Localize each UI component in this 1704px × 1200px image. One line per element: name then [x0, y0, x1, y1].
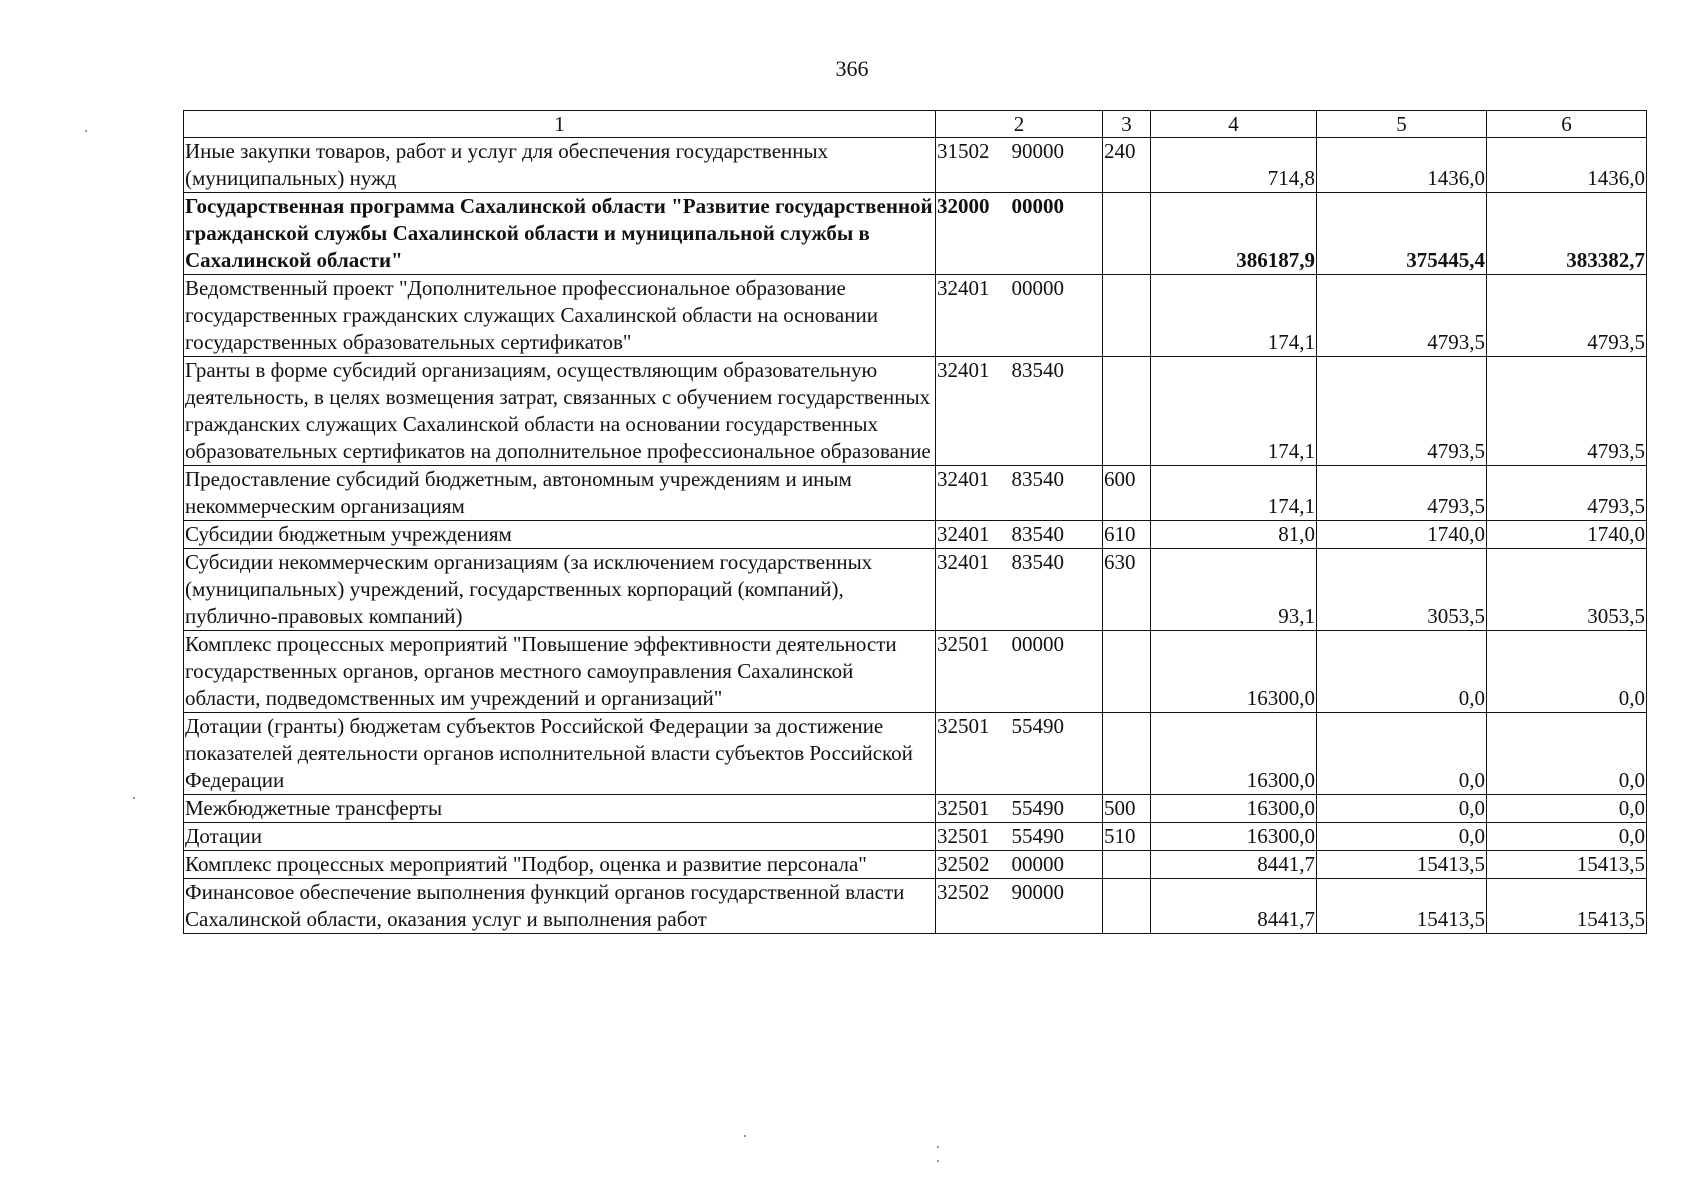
- row-expense-type: 630: [1103, 549, 1151, 631]
- header-col-5: 5: [1317, 111, 1487, 138]
- page-number: 366: [835, 56, 869, 81]
- table-row: [184, 631, 1647, 713]
- row-value-col6: 1436,0: [1487, 138, 1647, 193]
- row-value-col4: 8441,7: [1151, 879, 1317, 934]
- row-code: [936, 549, 1103, 631]
- row-code-part1: 32000: [937, 194, 990, 218]
- scan-speck: [133, 797, 135, 799]
- row-name: Иные закупки товаров, работ и услуг для обеспечения государственных (муниципальных) нужд: [184, 138, 936, 193]
- row-value-col5: 4793,5: [1317, 466, 1487, 521]
- row-value-col5: 1740,0: [1317, 521, 1487, 549]
- row-code-part2: 83540: [1011, 550, 1064, 574]
- row-code: [936, 138, 1103, 193]
- row-code-part2: 55490: [1011, 824, 1064, 848]
- row-name: Ведомственный проект "Дополнительное профессиональное образование государственных гражданских служащих Сахалинской области на основании государственных образовательных сертификатов": [184, 275, 936, 357]
- row-value-col6: 383382,7: [1487, 193, 1647, 275]
- row-expense-type: [1103, 851, 1151, 879]
- row-expense-type: [1103, 275, 1151, 357]
- row-code-part1: 32401: [937, 276, 990, 300]
- row-code-part1: 32502: [937, 880, 990, 904]
- row-value-col6: 0,0: [1487, 631, 1647, 713]
- row-code-part2: 83540: [1011, 522, 1064, 546]
- row-code-part2: 00000: [1011, 852, 1064, 876]
- row-code-part2: 90000: [1011, 139, 1064, 163]
- header-col-2: 2: [936, 111, 1103, 138]
- row-expense-type: 600: [1103, 466, 1151, 521]
- row-value-col5: 0,0: [1317, 631, 1487, 713]
- row-value-col5: 15413,5: [1317, 851, 1487, 879]
- row-name: Гранты в форме субсидий организациям, осуществляющим образовательную деятельность, в целях возмещения затрат, связанных с обучением государственных гражданских служащих Сахалинской области на основании государственных образовательных сертификатов на дополнительное профессиональное образование: [184, 357, 936, 466]
- row-code: [936, 823, 1103, 851]
- row-code-part1: 32401: [937, 358, 990, 382]
- row-code-part2: 90000: [1011, 880, 1064, 904]
- row-value-col4: 16300,0: [1151, 631, 1317, 713]
- table-row: [184, 357, 1647, 466]
- row-code: [936, 357, 1103, 466]
- row-code: [936, 795, 1103, 823]
- row-value-col5: 3053,5: [1317, 549, 1487, 631]
- row-value-col4: 714,8: [1151, 138, 1317, 193]
- header-col-3: 3: [1103, 111, 1151, 138]
- row-name: Субсидии некоммерческим организациям (за исключением государственных (муниципальных) учреждений, государственных корпораций (компаний), публично-правовых компаний): [184, 549, 936, 631]
- row-value-col5: 4793,5: [1317, 275, 1487, 357]
- table-row: [184, 713, 1647, 795]
- row-expense-type: [1103, 357, 1151, 466]
- table-row: [184, 879, 1647, 934]
- row-name: Комплекс процессных мероприятий "Повышение эффективности деятельности государственных органов, органов местного самоуправления Сахалинской области, подведомственных им учреждений и организаций": [184, 631, 936, 713]
- table-row: [184, 275, 1647, 357]
- row-value-col6: 15413,5: [1487, 879, 1647, 934]
- row-code-part1: 32401: [937, 467, 990, 491]
- row-value-col4: 174,1: [1151, 466, 1317, 521]
- row-value-col4: 386187,9: [1151, 193, 1317, 275]
- row-name: Финансовое обеспечение выполнения функций органов государственной власти Сахалинской области, оказания услуг и выполнения работ: [184, 879, 936, 934]
- table-row: [184, 851, 1647, 879]
- row-code-part2: 00000: [1011, 276, 1064, 300]
- row-name: Субсидии бюджетным учреждениям: [184, 521, 936, 549]
- row-value-col5: 0,0: [1317, 823, 1487, 851]
- table-row: [184, 193, 1647, 275]
- row-expense-type: 500: [1103, 795, 1151, 823]
- row-value-col4: 174,1: [1151, 275, 1317, 357]
- row-expense-type: [1103, 631, 1151, 713]
- header-col-1: 1: [184, 111, 936, 138]
- table-row: [184, 466, 1647, 521]
- row-code-part1: 32401: [937, 522, 990, 546]
- row-name: Межбюджетные трансферты: [184, 795, 936, 823]
- row-code-part1: 32502: [937, 852, 990, 876]
- row-value-col6: 4793,5: [1487, 466, 1647, 521]
- row-code-part2: 83540: [1011, 358, 1064, 382]
- row-expense-type: 240: [1103, 138, 1151, 193]
- row-code: [936, 193, 1103, 275]
- row-value-col5: 15413,5: [1317, 879, 1487, 934]
- row-value-col5: 375445,4: [1317, 193, 1487, 275]
- row-expense-type: 610: [1103, 521, 1151, 549]
- row-code: [936, 521, 1103, 549]
- row-code-part1: 32501: [937, 632, 990, 656]
- row-value-col5: 4793,5: [1317, 357, 1487, 466]
- row-code: [936, 879, 1103, 934]
- row-value-col5: 0,0: [1317, 795, 1487, 823]
- row-value-col4: 16300,0: [1151, 713, 1317, 795]
- row-name: Предоставление субсидий бюджетным, автономным учреждениям и иным некоммерческим организациям: [184, 466, 936, 521]
- row-value-col6: 0,0: [1487, 713, 1647, 795]
- row-code-part1: 32501: [937, 824, 990, 848]
- row-code-part1: 31502: [937, 139, 990, 163]
- row-value-col6: 15413,5: [1487, 851, 1647, 879]
- row-value-col5: 0,0: [1317, 713, 1487, 795]
- row-code: [936, 631, 1103, 713]
- row-value-col6: 0,0: [1487, 823, 1647, 851]
- budget-table: [183, 110, 1647, 934]
- row-value-col6: 4793,5: [1487, 357, 1647, 466]
- row-code-part2: 00000: [1011, 194, 1064, 218]
- row-value-col6: 3053,5: [1487, 549, 1647, 631]
- row-value-col4: 174,1: [1151, 357, 1317, 466]
- row-code-part1: 32401: [937, 550, 990, 574]
- row-name: Комплекс процессных мероприятий "Подбор, оценка и развитие персонала": [184, 851, 936, 879]
- row-expense-type: [1103, 713, 1151, 795]
- table-row: [184, 549, 1647, 631]
- header-col-6: 6: [1487, 111, 1647, 138]
- scan-speck: [85, 130, 87, 132]
- row-value-col4: 16300,0: [1151, 795, 1317, 823]
- row-value-col6: 1740,0: [1487, 521, 1647, 549]
- scan-speck: [937, 1160, 939, 1162]
- header-col-4: 4: [1151, 111, 1317, 138]
- row-value-col4: 81,0: [1151, 521, 1317, 549]
- table-row: [184, 138, 1647, 193]
- row-expense-type: 510: [1103, 823, 1151, 851]
- row-expense-type: [1103, 193, 1151, 275]
- row-code-part1: 32501: [937, 796, 990, 820]
- table-row: [184, 521, 1647, 549]
- row-value-col4: 16300,0: [1151, 823, 1317, 851]
- row-name: Дотации: [184, 823, 936, 851]
- table-header-row: [184, 111, 1647, 138]
- row-code-part1: 32501: [937, 714, 990, 738]
- row-code-part2: 00000: [1011, 632, 1064, 656]
- row-value-col4: 93,1: [1151, 549, 1317, 631]
- row-name: Дотации (гранты) бюджетам субъектов Российской Федерации за достижение показателей деятельности органов исполнительной власти субъектов Российской Федерации: [184, 713, 936, 795]
- table-row: [184, 823, 1647, 851]
- scan-speck: [744, 1135, 746, 1137]
- scan-speck: [937, 1146, 939, 1148]
- row-code-part2: 83540: [1011, 467, 1064, 491]
- row-code: [936, 713, 1103, 795]
- row-expense-type: [1103, 879, 1151, 934]
- row-value-col4: 8441,7: [1151, 851, 1317, 879]
- row-code-part2: 55490: [1011, 714, 1064, 738]
- row-code: [936, 275, 1103, 357]
- row-value-col6: 4793,5: [1487, 275, 1647, 357]
- row-name: Государственная программа Сахалинской области "Развитие государственной гражданской службы Сахалинской области и муниципальной службы в Сахалинской области": [184, 193, 936, 275]
- row-code: [936, 851, 1103, 879]
- table-row: [184, 795, 1647, 823]
- row-value-col5: 1436,0: [1317, 138, 1487, 193]
- row-code: [936, 466, 1103, 521]
- row-value-col6: 0,0: [1487, 795, 1647, 823]
- row-code-part2: 55490: [1011, 796, 1064, 820]
